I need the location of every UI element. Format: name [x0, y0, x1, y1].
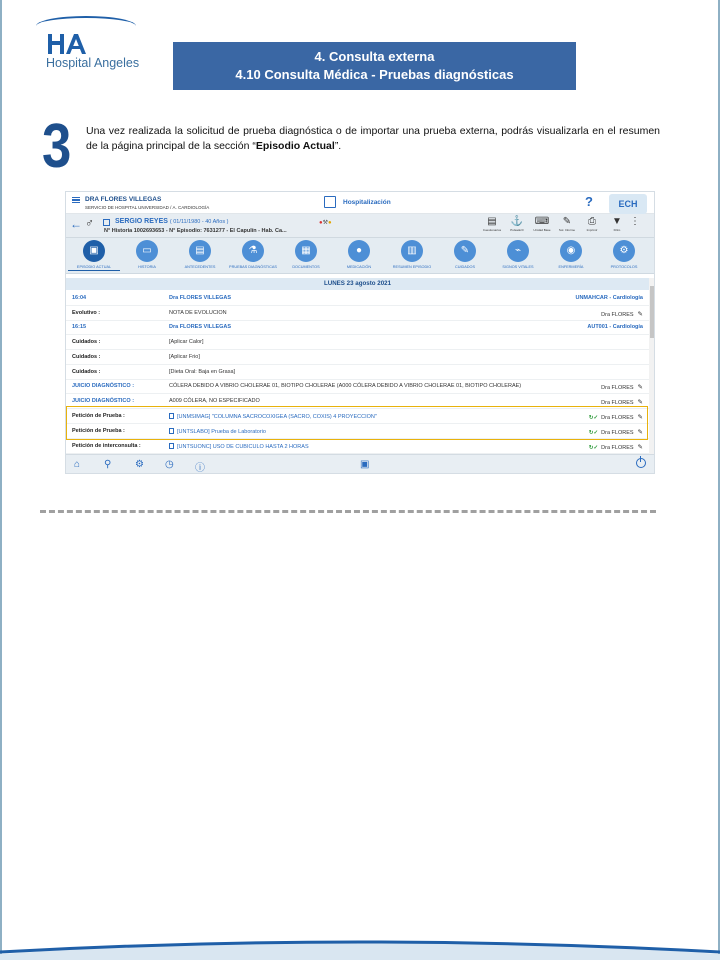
- row-right: UNMAHCAR - Cardiología: [575, 295, 643, 301]
- alert-yellow-icon: ●: [328, 220, 332, 226]
- table-row: [66, 320, 649, 335]
- info-icon[interactable]: ⓘ: [195, 463, 205, 474]
- summary-icon: ▥: [401, 240, 423, 262]
- table-row: [66, 335, 649, 350]
- toolbar-more[interactable]: [628, 216, 642, 228]
- row-label: Petición de Prueba :: [72, 413, 125, 419]
- footer-wave: [0, 928, 720, 960]
- edit-pencil-icon[interactable]: ✎: [637, 311, 643, 318]
- nav-label: CUIDADOS: [454, 265, 476, 269]
- keyboard-icon: ⌨: [534, 216, 550, 227]
- chart-icon: ⌁: [507, 240, 529, 262]
- nav-protocolos[interactable]: [598, 238, 650, 269]
- dashed-separator: [40, 510, 656, 513]
- doctor-name: DRA FLORES VILLEGAS: [85, 196, 162, 203]
- print-icon: ⎙: [588, 216, 596, 227]
- ech-logo: ECH: [609, 194, 647, 214]
- status-check-icon: ↻✓: [588, 430, 599, 436]
- nav-resumen-episodio[interactable]: [386, 238, 438, 269]
- row-author: Dra FLORES: [601, 385, 634, 391]
- patient-age: ( 01/11/1980 - 40 Años ): [169, 219, 229, 225]
- title-banner: [173, 42, 576, 90]
- row-value: [Aplicar Calor]: [169, 339, 204, 345]
- status-check-icon: ↻✓: [588, 415, 599, 421]
- row-author: Dra FLORES: [601, 415, 634, 421]
- row-label: Cuidados :: [72, 369, 101, 375]
- row-label: 16:15: [72, 324, 87, 330]
- alert-red-icon: ●: [319, 220, 323, 226]
- folder-icon: ▭: [136, 240, 158, 262]
- clock-icon[interactable]: ◷: [165, 459, 174, 470]
- window-icon[interactable]: ▣: [360, 459, 370, 470]
- row-right: [601, 383, 643, 391]
- toolbar-label: Unidad Base: [533, 228, 551, 232]
- row-value: NOTA DE EVOLUCION: [169, 310, 227, 316]
- step-text: [86, 124, 660, 154]
- row-right: [601, 310, 643, 318]
- episode-icon: ▣: [83, 240, 105, 262]
- nav-label: PRUEBAS DIAGNÓSTICAS: [229, 265, 277, 269]
- logo-text: Hospital Angeles: [46, 56, 140, 70]
- table-row: [66, 291, 649, 306]
- nurse-icon: ◉: [560, 240, 582, 262]
- row-value-text: [UNMSIMAG] "COLUMNA SACROCOXIGEA (SACRO, COXIS) 4 PROYECCION": [177, 414, 377, 420]
- more-vertical-icon: ⋮: [630, 216, 640, 227]
- status-check-icon: ↻✓: [588, 445, 599, 451]
- row-label: Evolutivo :: [72, 310, 101, 316]
- row-value-text: [UNTSLABO] Prueba de Laboratorio: [177, 429, 266, 435]
- table-row: [66, 439, 649, 454]
- hospital-building-icon: [324, 196, 336, 208]
- toolbar: [480, 216, 655, 236]
- row-label: Petición de Prueba :: [72, 428, 125, 434]
- nav-historia[interactable]: [121, 238, 173, 269]
- nav-label: HISTORIA: [138, 265, 156, 269]
- questionnaires-icon: ▤: [487, 216, 497, 227]
- row-author: Dra FLORES: [601, 400, 634, 406]
- menu-icon[interactable]: [72, 197, 80, 203]
- service-name: SERVICIO DE HOSPITAL UNIVERSIDAD / A. CARDIOLOGÍA: [85, 205, 210, 210]
- anchor-icon: ⚓: [510, 216, 524, 227]
- section-nav: [66, 238, 655, 274]
- edit-pencil-icon[interactable]: ✎: [637, 399, 643, 406]
- row-author: Dra FLORES: [601, 312, 634, 318]
- nav-label: MEDICACIÓN: [346, 265, 372, 269]
- pen-icon: ✎: [562, 216, 572, 227]
- nav-label: SIGNOS VITALES: [502, 265, 534, 269]
- nav-pruebas-diagnosticas[interactable]: [227, 238, 279, 269]
- home-icon[interactable]: ⌂: [74, 459, 81, 470]
- toolbar-label: Filtro: [613, 228, 621, 232]
- toolbar-questionnaires[interactable]: [480, 216, 504, 232]
- row-right: AUT001 - Cardiología: [587, 324, 643, 330]
- module-label[interactable]: Hospitalización: [343, 199, 391, 206]
- patient-details: N° Historia 1002693653 - N° Episodio: 7631277 - El Capulín - Hab. Ca...: [104, 228, 287, 234]
- back-arrow-icon[interactable]: ←: [70, 217, 82, 231]
- row-value[interactable]: [169, 443, 309, 450]
- row-label: Petición de interconsulta :: [72, 443, 141, 449]
- document-icon: ▦: [295, 240, 317, 262]
- scroll-thumb[interactable]: [650, 286, 654, 338]
- row-right: [601, 398, 643, 406]
- document-icon: [169, 443, 174, 449]
- alert-indicators: [319, 219, 332, 226]
- table-row: [66, 365, 649, 380]
- toolbar-anchor[interactable]: [505, 216, 529, 232]
- toolbar-filter[interactable]: [605, 216, 629, 232]
- row-author: Dra FLORES: [601, 445, 634, 451]
- row-label: JUICIO DIAGNÓSTICO :: [72, 398, 135, 404]
- table-row: [66, 379, 649, 394]
- app-screenshot: [65, 191, 655, 474]
- toolbar-label: Sol. Informe: [558, 228, 576, 232]
- filter-icon: ▼: [612, 216, 622, 227]
- row-label: 16:04: [72, 295, 87, 301]
- nav-antecedentes[interactable]: [174, 238, 226, 269]
- edit-pencil-icon[interactable]: ✎: [637, 444, 643, 451]
- row-value: [Dieta Oral: Baja en Grasa]: [169, 369, 236, 375]
- nav-label: PROTOCOLOS: [610, 265, 638, 269]
- row-label: Cuidados :: [72, 339, 101, 345]
- row-author: Dra FLORES: [601, 430, 634, 436]
- power-icon[interactable]: [636, 458, 646, 468]
- nav-label: ANTECEDENTES: [184, 265, 216, 269]
- table-row: [66, 350, 649, 365]
- row-value: Dra FLORES VILLEGAS: [169, 324, 232, 330]
- pencil-icon: ✎: [454, 240, 476, 262]
- toolbar-label: Pulsado/Ir: [510, 228, 524, 232]
- male-gender-icon: ♂: [85, 216, 94, 230]
- toolbar-print[interactable]: [580, 216, 604, 232]
- gear-icon[interactable]: ⚙: [135, 459, 144, 470]
- toolbar-label: Imprimir: [586, 228, 598, 232]
- step-text-after: ”.: [334, 140, 342, 152]
- row-value: CÓLERA DEBIDO A VIBRIO CHOLERAE 01, BIOTIPO CHOLERAE (A000 CÓLERA DEBIDO A VIBRIO CHOLERAE 01, BIOTIPO CHOLERAE): [169, 383, 522, 389]
- row-value: [Aplicar Frio]: [169, 354, 200, 360]
- binoculars-icon[interactable]: ⚲: [104, 459, 112, 470]
- nav-label: ENFERMERÍA: [558, 265, 584, 269]
- step-text-bold: Episodio Actual: [255, 140, 335, 152]
- row-right: [589, 443, 643, 451]
- row-value: Dra FLORES VILLEGAS: [169, 295, 232, 301]
- patient-bar: [66, 214, 655, 238]
- alert-gavel-icon: ⚒: [322, 220, 329, 226]
- edit-pencil-icon[interactable]: ✎: [637, 429, 643, 436]
- edit-pencil-icon[interactable]: ✎: [637, 414, 643, 421]
- nav-medicacion[interactable]: [333, 238, 385, 269]
- title-line-1: 4. Consulta externa: [314, 49, 435, 64]
- hospital-logo: [36, 16, 146, 76]
- table-row: [66, 306, 649, 321]
- logo-mark-icon: [46, 32, 86, 56]
- nav-label: EPISODIO ACTUAL: [68, 265, 120, 271]
- title-line-2: 4.10 Consulta Médica - Pruebas diagnósticas: [235, 67, 514, 82]
- patient-name[interactable]: [115, 218, 228, 225]
- nav-documentos[interactable]: [280, 238, 332, 269]
- row-value-text: [UNTSUONC] USO DE CUBICULO HASTA 2 HORAS: [177, 444, 309, 450]
- row-label: JUICIO DIAGNÓSTICO :: [72, 383, 135, 389]
- flask-icon: ⚗: [242, 240, 264, 262]
- app-top-bar: [66, 192, 655, 214]
- nav-label: DOCUMENTOS: [292, 265, 320, 269]
- toolbar-unit[interactable]: [530, 216, 554, 232]
- nav-signos-vitales[interactable]: [492, 238, 544, 269]
- bed-icon: [103, 219, 110, 226]
- date-header: LUNES 23 agosto 2021: [66, 278, 649, 290]
- nav-label: RESUMEN EPISODIO: [392, 265, 432, 269]
- row-value: A009 CÓLERA, NO ESPECIFICADO: [169, 398, 260, 404]
- toolbar-label: Cuestionarios: [482, 228, 502, 232]
- row-label: Cuidados :: [72, 354, 101, 360]
- toolbar-report[interactable]: [555, 216, 579, 232]
- step-number: 3: [42, 112, 72, 181]
- highlight-box: [66, 406, 648, 440]
- nav-episodio-actual[interactable]: [68, 238, 120, 271]
- scrollbar[interactable]: [649, 278, 655, 454]
- nav-enfermeria[interactable]: [545, 238, 597, 269]
- patient-name-text: SERGIO REYES: [115, 218, 168, 225]
- bottom-bar: [66, 454, 655, 474]
- help-icon[interactable]: ?: [585, 194, 593, 209]
- edit-pencil-icon[interactable]: ✎: [637, 384, 643, 391]
- protocol-icon: ⚙: [613, 240, 635, 262]
- nav-cuidados[interactable]: [439, 238, 491, 269]
- clipboard-icon: ▤: [189, 240, 211, 262]
- pill-icon: ●: [348, 240, 370, 262]
- step-text-before: Una vez realizada la solicitud de prueba diagnóstica o de importar una prueba externa, podrás visualizarla en el resumen de la página principal de la sección “: [86, 125, 660, 152]
